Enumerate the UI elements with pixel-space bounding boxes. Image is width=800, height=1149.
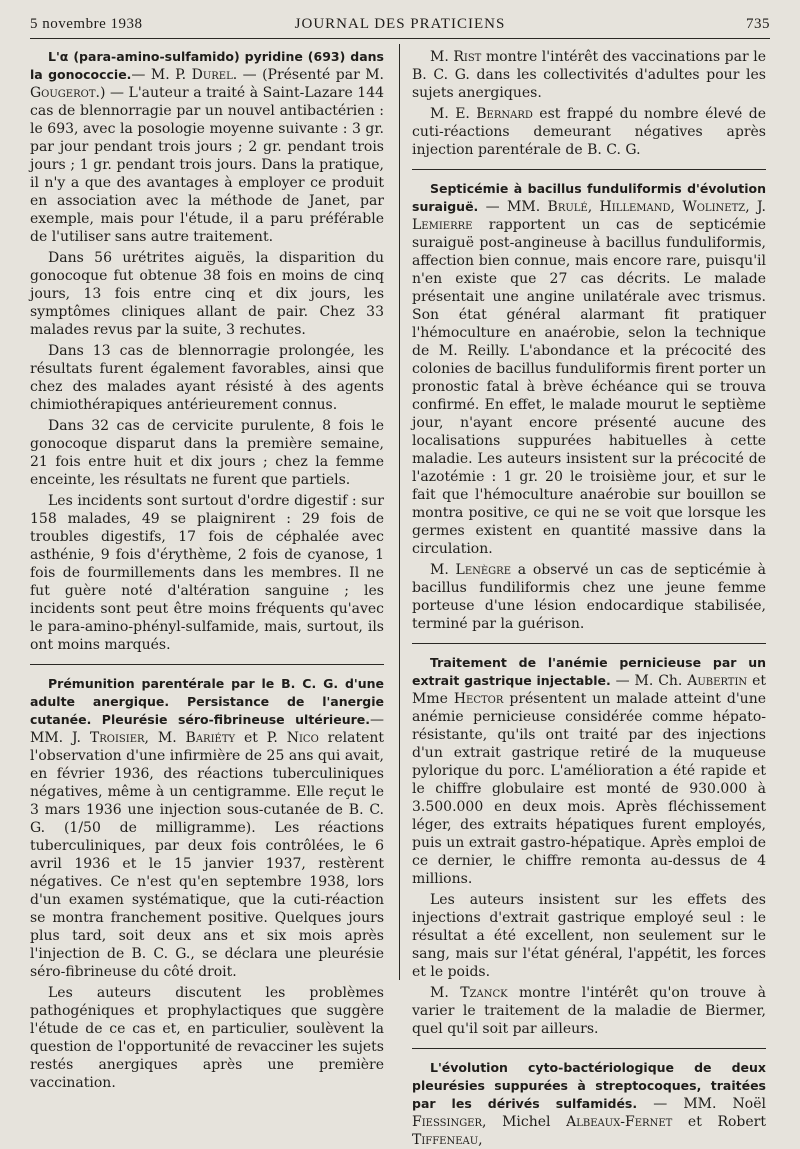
author-name: Albeaux-Fernet bbox=[566, 1114, 673, 1130]
column-divider bbox=[399, 44, 400, 980]
paragraph: Dans 13 cas de blennorragie prolongée, les résultats furent également favorables, ainsi que chez des malades ayant résisté à des agents chimiothérapiques antérieurement connus. bbox=[30, 343, 384, 413]
paragraph: Dans 56 urétrites aiguës, la disparition du gonocoque fut obtenue 38 fois en moins de cinq jours, 13 fois entre cinq et dix jours, les symptômes cliniques allant de pair. Chez 33 malades revus par la suite, 3 rechutes. bbox=[30, 250, 384, 338]
author-name: Tzanck bbox=[460, 985, 508, 1001]
left-column bbox=[30, 48, 384, 1092]
author-name: Hector bbox=[453, 691, 504, 707]
section-separator bbox=[412, 169, 766, 170]
article-pyridine-gonococcie: L'α (para-amino-sulfamido) pyridine (693) dans la gonococcie.— M. P. Durel. — (Présenté par M. Gougerot.) — L'auteur a traité à Saint-Lazare 144 cas de blennorragie par un nouvel antibactérien : le 693, avec la posologie moyenne suivante : 3 gr. par jour pendant trois jours ; 2 gr. pendant trois jours ; 1 gr. pendant trois jours. Dans la pratique, il n'y a que des avantages à employer ce produit en association avec la méthode de Janet, par exemple, mais pour l'étude, il a paru préférable de l'utiliser sans autre traitement. Dans 56 urétrites aiguës, la disparition du gonocoque fut obtenue 38 fois en moins de cinq jours, 13 fois entre cinq et dix jours, les symptômes cliniques allant de pair. Chez 33 malades revus par la suite, 3 rechutes. Dans 13 cas de blennorragie prolongée, les résultats furent également favorables, ainsi que chez des malades ayant résisté à des agents chimiothérapiques antérieurement connus. Dans 32 cas de cervicite purulente, 8 fois le gonocoque disparut dans la première semaine, 21 fois entre huit et dix jours ; chez la femme enceinte, les résultats ne furent que partiels. Les incidents sont surtout d'ordre digestif : sur 158 malades, 49 se plaignirent : 29 fois de troubles digestifs, 17 fois de céphalée avec asthénie, 9 fois d'érythème, 2 fois de cyanose, 1 fois de fourmillements dans les membres. Il ne fut guère noté d'altération sanguine ; les incidents sont peut être moins fréquents qu'avec le para-amino-phényl-sulfamide, mais, surtout, ils ont moins marqués. bbox=[30, 49, 385, 653]
article-title: L'α (para-amino-sulfamido) pyridine (693) dans la gonococcie. bbox=[30, 49, 384, 82]
author-name: Hillemand bbox=[599, 199, 671, 215]
article-title: Traitement de l'anémie pernicieuse par un extrait gastrique injectable. bbox=[412, 655, 766, 688]
author-name: Bariéty bbox=[185, 730, 236, 746]
article-anemie-pernicieuse: Traitement de l'anémie pernicieuse par un extrait gastrique injectable. — M. Ch. Aubertin et Mme Hector présentent un malade atteint d'une anémie pernicieuse considérée comme hépato-résistante, qu'ils ont traité par des injections d'un extrait gastrique retiré de la muqueuse pylorique du porc. L'amélioration a été rapide et le chiffre globulaire est monté de 930.000 à 3.500.000 en deux mois. Après fléchissement léger, des extraits hépatiques furent employés, puis un extrait gastro-hépatique. Après emploi de ce dernier, le chiffre remonta au-dessus de 4 millions. Les auteurs insistent sur les effets des injections d'extrait gastrique employé seul : le résultat a été excellent, non seulement sur le sang, mais sur l'état général, l'appétit, les forces et le poids. M. Tzanck montre l'intérêt qu'on trouve à varier le traitement de la maladie de Biermer, quel qu'il soit par ailleurs. bbox=[412, 655, 766, 1037]
article-title: Septicémie à bacillus funduliformis d'évolution suraiguë. bbox=[412, 181, 766, 214]
author-name: Troisier bbox=[89, 730, 145, 746]
paragraph: Dans 32 cas de cervicite purulente, 8 fois le gonocoque disparut dans la première semaine, 21 fois entre huit et dix jours ; chez la femme enceinte, les résultats ne furent que partiels. bbox=[30, 418, 384, 488]
author-name: Brulé bbox=[547, 199, 588, 215]
paragraph: montre l'intérêt des vaccinations par le B. C. G. dans les collectivités d'adultes pour les sujets anergiques. bbox=[412, 49, 766, 101]
section-separator bbox=[412, 1048, 766, 1049]
author-name: Wolinetz bbox=[682, 199, 746, 215]
header-rule bbox=[30, 38, 770, 39]
author-name: Nico bbox=[286, 730, 319, 746]
paragraph: un malade atteint d'une anémie pernicieuse considérée comme hépato-résistante, qu'ils ont traité par des injections d'un extrait gastrique retiré de la muqueuse pylorique du porc. L'amélioration a été rapide et le chiffre globulaire est monté de 930.000 à 3.500.000 en deux mois. Après fléchissement léger, des extraits hépatiques furent employés, puis un extrait gastro-hépatique. Après emploi de ce dernier, le chiffre remonta au-dessus de 4 millions. bbox=[412, 691, 766, 887]
author-name: Lemierre bbox=[412, 217, 473, 233]
article-pleuresies: L'évolution cyto-bactériologique de deux pleurésies suppurées à streptocoques, traitées par les dérivés sulfamidés. — MM. Noël Fiessinger, Michel Albeaux-Fernet et Robert Tiffeneau, bbox=[412, 1060, 766, 1148]
paragraph: est frappé du nombre élevé de cuti-réactions demeurant négatives après injection parentérale de B. C. G. bbox=[412, 106, 766, 158]
paragraph: a observé un cas de septicémie à bacillus fundiliformis chez une jeune femme porteuse d'une lésion endocardique stabilisée, terminé par la guérison. bbox=[412, 562, 766, 632]
section-separator bbox=[30, 664, 384, 665]
article-title: Prémunition parentérale par le B. C. G. d'une adulte anergique. Persistance de l'anergie cutanée. Pleurésie séro-fibrineuse ultérieure. bbox=[30, 676, 384, 727]
author-name: Durel bbox=[191, 67, 233, 83]
presenter-name: Gougerot bbox=[30, 85, 96, 101]
author-name: Rist bbox=[453, 49, 482, 65]
author-name: Aubertin bbox=[687, 673, 748, 689]
paragraph: L'auteur a traité à Saint-Lazare 144 cas de blennorragie par un nouvel antibactérien : le 693, avec la posologie moyenne suivante : 3 gr. par jour pendant trois jours ; 2 gr. pendant trois jours ; 1 gr. pendant trois jours. Dans la pratique, il n'y a que des avantages à employer ce produit en association avec la méthode de Janet, par exemple, mais pour l'étude, il a paru préférable de l'utiliser sans autre traitement. bbox=[30, 85, 385, 245]
paragraph: un cas de septicémie suraiguë post-angineuse à bacillus funduliformis, affection bien connue, mais encore rare, puisqu'il n'en existe que 27 cas décrits. Le malade présentait une angine unilatérale avec trismus. Son état général alarmant fit pratiquer l'hémoculture en anaérobie, selon la technique de M. Reilly. L'abondance et la précocité des colonies de bacillus funduliformis firent porter un pronostic fatal à brève échéance qui se trouva confirmé. En effet, le malade mourut le septième jour, n'ayant encore présenté aucune des localisations suppurées habituelles à cette maladie. Les auteurs insistent sur la précocité de l'azotémie : 1 gr. 20 le troisième jour, et sur le fait que l'hémoculture anaérobie sur bouillon se montra positive, ce qui ne se voit que lorsque les germes existent en quantité massive dans la circulation. bbox=[412, 217, 766, 557]
right-column bbox=[412, 48, 766, 1149]
author-name: Lenègre bbox=[455, 562, 511, 578]
article-title: L'évolution cyto-bactériologique de deux pleurésies suppurées à streptocoques, traitées par les dérivés sulfamidés. bbox=[412, 1060, 766, 1111]
page-number: 735 bbox=[746, 16, 770, 32]
article-septicemie: Septicémie à bacillus funduliformis d'évolution suraiguë. — MM. Brulé, Hillemand, Wolinetz, J. Lemierre rapportent un cas de septicémie suraiguë post-angineuse à bacillus funduliformis, affection bien connue, mais encore rare, puisqu'il n'en existe que 27 cas décrits. Le malade présentait une angine unilatérale avec trismus. Son état général alarmant fit pratiquer l'hémoculture en anaérobie, selon la technique de M. Reilly. L'abondance et la précocité des colonies de bacillus funduliformis firent porter un pronostic fatal à brève échéance qui se trouva confirmé. En effet, le malade mourut le septième jour, n'ayant encore présenté aucune des localisations suppurées habituelles à cette maladie. Les auteurs insistent sur la précocité de l'azotémie : 1 gr. 20 le troisième jour, et sur le fait que l'hémoculture anaérobie sur bouillon se montra positive, ce qui ne se voit que lorsque les germes existent en quantité massive dans la circulation. M. Lenègre a observé un cas de septicémie à bacillus fundiliformis chez une jeune femme porteuse d'une lésion endocardique stabilisée, terminé par la guérison. bbox=[412, 181, 766, 632]
author-name: Tiffeneau bbox=[412, 1132, 479, 1148]
journal-title: JOURNAL DES PRATICIENS bbox=[294, 16, 506, 32]
paragraph: montre l'intérêt qu'on trouve à varier le traitement de la maladie de Biermer, quel qu'il soit par ailleurs. bbox=[412, 985, 766, 1037]
article-bcg-premunition: Prémunition parentérale par le B. C. G. d'une adulte anergique. Persistance de l'anergie cutanée. Pleurésie séro-fibrineuse ultérieure.— MM. J. Troisier, M. Bariéty et P. Nico relatent l'observation d'une infirmière de 25 ans qui avait, en février 1936, des réactions tuberculiniques négatives, même à un centigramme. Elle reçut le 3 mars 1936 une injection sous-cutanée de B. C. G. (1/50 de milligramme). Les réactions tuberculiniques, par deux fois contrôlées, le 6 avril 1936 et le 15 janvier 1937, restèrent négatives. Ce n'est qu'en septembre 1938, lors d'un examen systématique, que la cuti-réaction se montra franchement positive. Quelques jours plus tard, soit deux ans et six mois après l'injection de B. C. G., se déclara une pleurésie séro-fibrineuse du côté droit. Les auteurs discutent les problèmes pathogéniques et prophylactiques que suggère l'étude de ce cas et, en particulier, soulèvent la question de l'opportunité de revacciner les sujets restés anergiques après une première vaccination. bbox=[30, 676, 385, 1091]
section-separator bbox=[412, 643, 766, 644]
running-header bbox=[30, 14, 770, 36]
paragraph: Les incidents sont surtout d'ordre digestif : sur 158 malades, 49 se plaignirent : 29 fois de troubles digestifs, 17 fois de céphalée avec asthénie, 9 fois d'érythème, 2 fois de cyanose, 1 fois de fourmillements dans les membres. Il ne fut guère noté d'altération sanguine ; les incidents sont peut être moins fréquents qu'avec le para-amino-phényl-sulfamide, mais, surtout, ils ont moins marqués. bbox=[30, 493, 384, 653]
author-name: Bernard bbox=[476, 106, 533, 122]
author-name: Fiessinger bbox=[412, 1114, 483, 1130]
paragraph: l'observation d'une infirmière de 25 ans qui avait, en février 1936, des réactions tuberculiniques négatives, même à un centigramme. Elle reçut le 3 mars 1936 une injection sous-cutanée de B. C. G. (1/50 de milligramme). Les réactions tuberculiniques, par deux fois contrôlées, le 6 avril 1936 et le 15 janvier 1937, restèrent négatives. Ce n'est qu'en septembre 1938, lors d'un examen systématique, que la cuti-réaction se montra franchement positive. Quelques jours plus tard, soit deux ans et six mois après l'injection de B. C. G., se déclara une pleurésie séro-fibrineuse du côté droit. bbox=[30, 748, 384, 980]
discussion-bcg: M. Rist montre l'intérêt des vaccinations par le B. C. G. dans les collectivités d'adultes pour les sujets anergiques. M. E. Bernard est frappé du nombre élevé de cuti-réactions demeurant négatives après injection parentérale de B. C. G. bbox=[412, 49, 766, 158]
paragraph: Les auteurs discutent les problèmes pathogéniques et prophylactiques que suggère l'étude de ce cas et, en particulier, soulèvent la question de l'opportunité de revacciner les sujets restés anergiques après une première vaccination. bbox=[30, 985, 384, 1091]
paragraph: Les auteurs insistent sur les effets des injections d'extrait gastrique employé seul : le résultat a été excellent, non seulement sur le sang, mais sur l'état général, l'appétit, les forces et le poids. bbox=[412, 892, 766, 980]
header-date: 5 novembre 1938 bbox=[30, 16, 143, 32]
